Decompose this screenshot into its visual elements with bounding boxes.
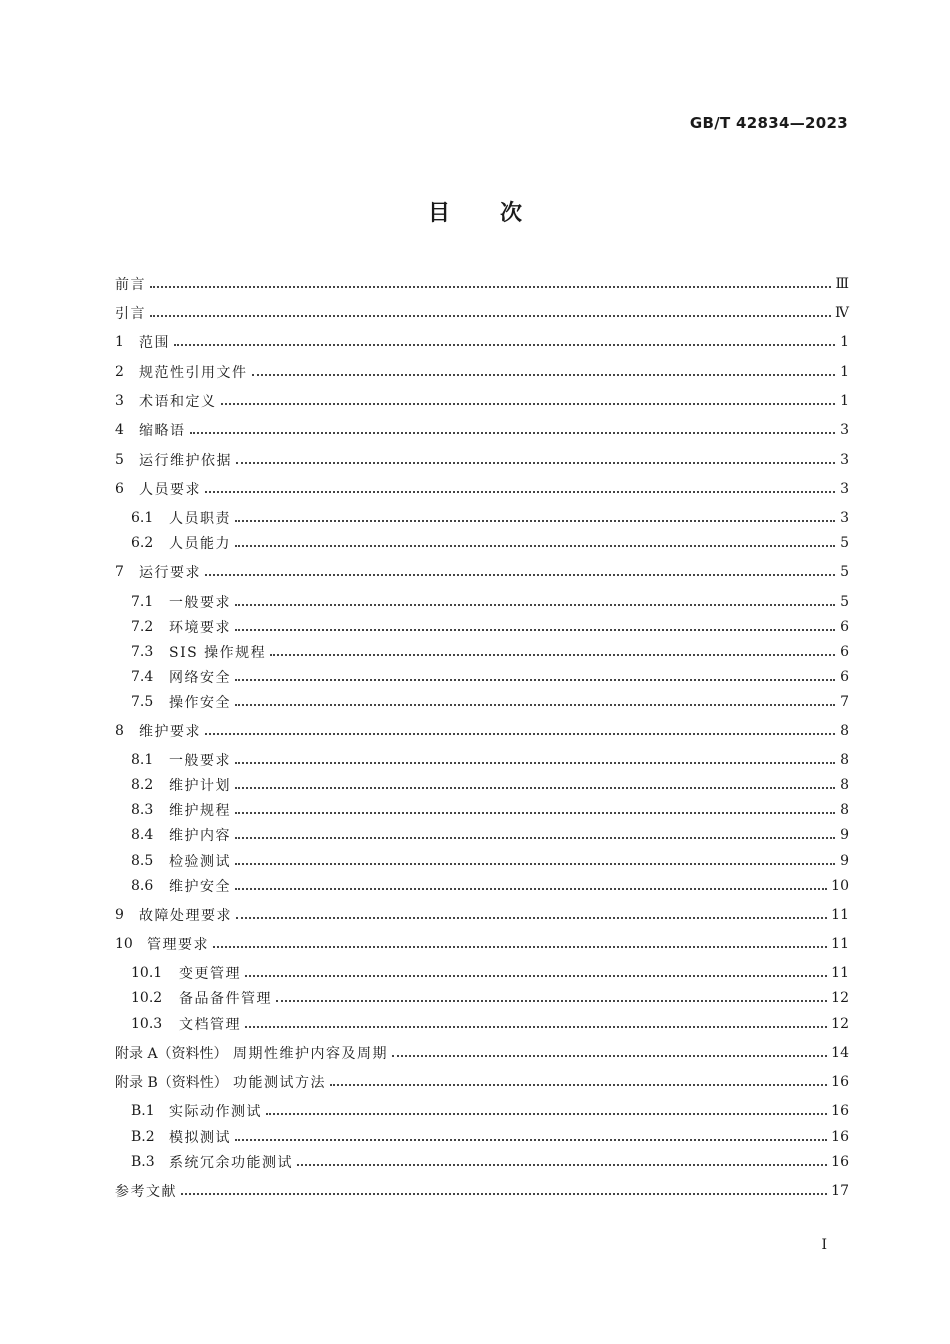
toc-entry-page: 16 [831,1154,849,1170]
toc-entry[interactable] [131,1014,849,1034]
toc-entry-page: 1 [840,364,849,380]
toc-entry-page: 9 [840,853,849,869]
toc-entry-number: 8.6 [131,878,154,894]
toc-entry-number: 10.1 [131,965,163,981]
toc-entry-label: 人员要求 [139,482,201,498]
toc-entry-label: 引言 [115,306,146,322]
toc-entry-label: 维护要求 [139,724,201,740]
dot-leader [235,863,835,865]
toc-entry[interactable] [115,362,849,382]
page-title [0,196,950,227]
toc-entry-number: 5 [115,452,124,468]
toc-entry-page: Ⅲ [835,276,849,292]
dot-leader [235,629,835,631]
dot-leader [297,1164,827,1166]
toc-entry-label: 系统冗余功能测试 [169,1155,293,1171]
toc-entry[interactable] [115,721,849,741]
toc-entry-page: 6 [840,669,849,685]
toc-entry-number: 7.5 [131,694,154,710]
toc-entry-page: 5 [840,564,849,580]
toc-entry[interactable] [131,592,849,612]
toc-entry-number: 10 [115,936,133,952]
dot-leader [276,1000,827,1002]
toc-entry-number: 8.4 [131,827,154,843]
toc-entry[interactable] [131,667,849,687]
toc-entry[interactable] [115,934,849,954]
toc-entry[interactable] [115,1181,849,1201]
toc-entry-number: B.1 [131,1103,155,1119]
toc-entry-label: 前言 [115,277,146,293]
toc-entry-number: 10.2 [131,990,163,1006]
dot-leader [235,762,835,764]
title-char-2: 次 [500,201,523,226]
toc-entry-label: 操作安全 [169,695,231,711]
toc-entry-number: 8.3 [131,802,154,818]
standard-number: GB/T 42834—2023 [689,114,848,132]
toc-entry[interactable] [131,851,849,871]
toc-entry-label: 人员职责 [169,511,231,527]
toc-entry-number: 6.2 [131,535,154,551]
toc-entry-page: 3 [840,481,849,497]
toc-entry-number: B.3 [131,1154,155,1170]
toc-entry-label: 备品备件管理 [179,991,272,1007]
dot-leader [330,1084,827,1086]
toc-entry-number: 1 [115,334,124,350]
toc-entry-label: 一般要求 [169,753,231,769]
toc-entry-page: 8 [840,777,849,793]
toc-entry[interactable] [115,303,849,323]
toc-entry-label: 缩略语 [139,423,186,439]
toc-entry-page: 16 [831,1074,849,1090]
toc-entry-page: 1 [840,334,849,350]
toc-entry-number: 附录 A（资料性） [115,1046,228,1062]
toc-entry-page: 8 [840,752,849,768]
toc-entry-label: 范围 [139,335,170,351]
toc-entry-label: 运行要求 [139,565,201,581]
dot-leader [266,1113,827,1115]
toc-entry-label: 功能测试方法 [233,1075,326,1091]
toc-entry-number: 8 [115,723,124,739]
dot-leader [235,604,835,606]
toc-entry-number: 附录 B（资料性） [115,1075,228,1091]
toc-entry-label: 术语和定义 [139,394,217,410]
toc-entry-page: 5 [840,594,849,610]
toc-entry-label: 规范性引用文件 [139,365,248,381]
page-number: I [821,1237,827,1253]
toc-entry-label: 参考文献 [115,1184,177,1200]
toc-entry-page: 1 [840,393,849,409]
toc-entry-page: 3 [840,510,849,526]
toc-entry-label: 维护安全 [169,879,231,895]
toc-entry-label: 文档管理 [179,1017,241,1033]
dot-leader [235,787,835,789]
dot-leader [235,704,835,706]
toc-entry[interactable] [115,1043,849,1063]
toc-entry-label: 运行维护依据 [139,453,232,469]
toc-entry-number: B.2 [131,1129,155,1145]
dot-leader [235,520,835,522]
toc-entry-label: 维护计划 [169,778,231,794]
toc-entry-label: 检验测试 [169,854,231,870]
toc-entry-number: 4 [115,422,124,438]
toc-entry[interactable] [115,450,849,470]
dot-leader [392,1055,827,1057]
toc-entry[interactable] [131,1152,849,1172]
toc-entry-page: Ⅳ [835,305,849,321]
toc-entry-page: 16 [831,1103,849,1119]
toc-entry-number: 8.1 [131,752,154,768]
toc-entry[interactable] [131,825,849,845]
toc-entry-number: 2 [115,364,124,380]
toc-entry[interactable] [131,775,849,795]
toc-entry[interactable] [131,876,849,896]
toc-entry-page: 16 [831,1129,849,1145]
toc-entry-label: 网络安全 [169,670,231,686]
dot-leader [235,1139,827,1141]
toc-entry[interactable] [131,1101,849,1121]
dot-leader [213,946,827,948]
toc-entry-page: 11 [831,965,849,981]
dot-leader [252,374,836,376]
toc-entry-number: 6 [115,481,124,497]
dot-leader [245,1026,827,1028]
dot-leader [205,491,835,493]
toc-entry[interactable] [115,391,849,411]
toc-entry[interactable] [115,905,849,925]
toc-entry-page: 3 [840,452,849,468]
toc-entry-page: 6 [840,644,849,660]
dot-leader [150,315,831,317]
toc-entry[interactable] [115,420,849,440]
dot-leader [174,344,835,346]
toc-entry-page: 9 [840,827,849,843]
toc-entry-label: 人员能力 [169,536,231,552]
toc-entry-label: 管理要求 [147,937,209,953]
dot-leader [235,837,835,839]
toc-entry[interactable] [131,750,849,770]
toc-entry[interactable] [131,617,849,637]
dot-leader [221,403,836,405]
dot-leader [235,545,835,547]
toc-entry[interactable] [115,1072,849,1092]
toc-entry-number: 10.3 [131,1016,163,1032]
toc-entry[interactable] [131,642,849,662]
toc-entry-number: 6.1 [131,510,154,526]
toc-entry-page: 10 [831,878,849,894]
dot-leader [181,1193,827,1195]
toc-entry-page: 5 [840,535,849,551]
toc-entry[interactable] [131,988,849,1008]
dot-leader [270,654,835,656]
toc-entry-number: 7.4 [131,669,154,685]
dot-leader [236,462,835,464]
toc-entry-label: SIS 操作规程 [169,645,267,661]
toc-entry-page: 12 [831,990,849,1006]
dot-leader [236,917,827,919]
dot-leader [235,812,835,814]
toc-entry-number: 8.2 [131,777,154,793]
toc-entry-page: 3 [840,422,849,438]
toc-entry[interactable] [131,508,849,528]
toc-entry[interactable] [131,1127,849,1147]
dot-leader [235,679,835,681]
toc-entry-page: 12 [831,1016,849,1032]
toc-entry[interactable] [131,800,849,820]
toc-entry-page: 7 [840,694,849,710]
toc-entry-number: 7 [115,564,124,580]
dot-leader [150,286,831,288]
toc-entry-page: 6 [840,619,849,635]
toc-entry-number: 3 [115,393,124,409]
toc-entry-label: 故障处理要求 [139,908,232,924]
toc-entry[interactable] [115,332,849,352]
toc-entry[interactable] [115,562,849,582]
toc-entry-page: 11 [831,936,849,952]
toc-entry-page: 17 [831,1183,849,1199]
dot-leader [205,733,835,735]
dot-leader [245,975,827,977]
title-char-1: 目 [427,201,450,226]
toc-entry-label: 实际动作测试 [169,1104,262,1120]
toc-entry-page: 8 [840,723,849,739]
toc-entry[interactable] [115,274,849,294]
toc-entry-number: 8.5 [131,853,154,869]
toc-entry-number: 9 [115,907,124,923]
toc-entry-number: 7.1 [131,594,154,610]
toc-entry-label: 变更管理 [179,966,241,982]
toc-entry-number: 7.3 [131,644,154,660]
toc-entry-page: 8 [840,802,849,818]
toc-entry-label: 模拟测试 [169,1130,231,1146]
toc-entry-page: 14 [831,1045,849,1061]
dot-leader [190,432,836,434]
toc-entry-number: 7.2 [131,619,154,635]
toc-entry-label: 一般要求 [169,595,231,611]
dot-leader [235,888,827,890]
toc-entry-label: 维护内容 [169,828,231,844]
toc-entry-label: 环境要求 [169,620,231,636]
dot-leader [205,574,835,576]
toc-entry[interactable] [131,692,849,712]
toc-entry-label: 维护规程 [169,803,231,819]
toc-entry-label: 周期性维护内容及周期 [233,1046,388,1062]
toc-entry[interactable] [131,963,849,983]
toc-entry[interactable] [131,533,849,553]
toc-entry-page: 11 [831,907,849,923]
toc-entry[interactable] [115,479,849,499]
